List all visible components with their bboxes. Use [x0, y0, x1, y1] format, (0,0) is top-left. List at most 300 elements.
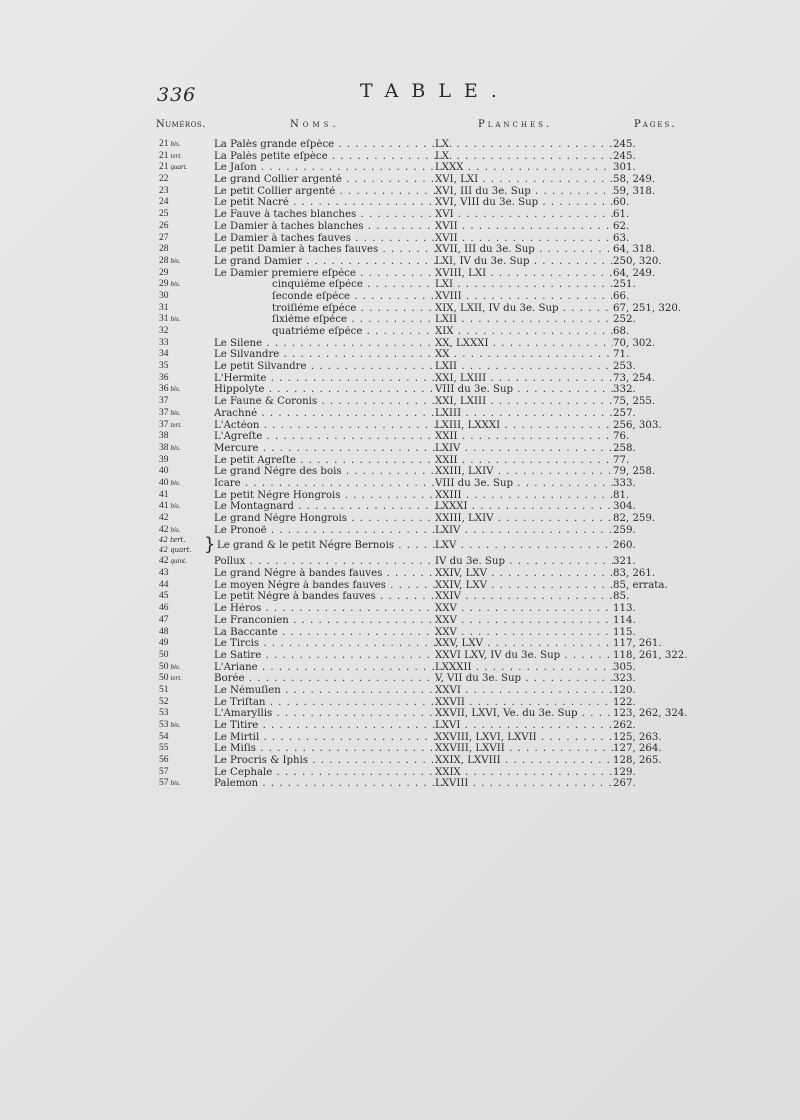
- entry-name: Le grand & le petit Négre Bernois . . .: [217, 536, 440, 556]
- entry-number: 41 bis.: [159, 501, 181, 512]
- entry-pages: 70, 302.: [613, 337, 656, 349]
- entry-pages: 85.: [613, 591, 630, 603]
- entry-number: 36 bis.: [159, 384, 181, 395]
- entry-pages: 253.: [613, 361, 636, 373]
- entry-pages: 256, 303.: [613, 419, 662, 431]
- entry-planches: XVII, III du 3e. Sup . . .: [435, 244, 613, 256]
- entry-pages: 114.: [613, 614, 636, 626]
- entry-name: Le Titire . . .: [214, 720, 437, 732]
- entry-pages: 304.: [613, 501, 636, 513]
- entry-planches: XVIII . . .: [435, 291, 613, 303]
- table-row: [0, 396, 800, 408]
- entry-pages: 62.: [613, 220, 630, 232]
- entry-number: 28: [159, 244, 169, 255]
- entry-pages: 75, 255.: [613, 396, 656, 408]
- table-row: [0, 443, 800, 455]
- entry-number: 35: [159, 361, 169, 372]
- entry-pages: 262.: [613, 720, 636, 731]
- table-row: [0, 151, 800, 163]
- entry-planches: XVI, III du 3e. Sup . . .: [435, 186, 613, 198]
- entry-number-suffix: bis.: [170, 256, 181, 265]
- entry-pages: 260.: [613, 540, 636, 552]
- entry-planches: XXIII, LXIV . . .: [435, 513, 613, 525]
- entry-pages: 258.: [613, 442, 636, 454]
- entry-pages: 59, 318.: [613, 185, 656, 197]
- entry-pages: 125, 263.: [613, 731, 662, 743]
- header-pages: Pages.: [634, 119, 677, 130]
- entry-number-group: [159, 536, 192, 555]
- entry-planches: LX. . . .: [435, 139, 613, 151]
- entry-number-suffix: bis.: [170, 140, 181, 148]
- table-row: [0, 662, 800, 674]
- entry-name: L'Amaryllis . . .: [214, 708, 437, 720]
- entry-planches: XVII . . .: [435, 221, 613, 233]
- entry-name: Le Fauve à taches blanches . . .: [214, 209, 437, 221]
- entry-planches: XXIX, LXVIII . . .: [435, 755, 613, 767]
- entry-planches: XXV, LXV . . .: [435, 638, 613, 650]
- entry-name: Le Procris & Iphis . . .: [214, 755, 437, 767]
- entry-planches: XIX . . .: [435, 326, 613, 338]
- entry-name: Le grand Négre des bois . . .: [214, 466, 437, 478]
- entry-planches: XX, LXXXI . . .: [435, 338, 613, 350]
- entry-pages: 77.: [613, 454, 630, 466]
- entry-number: 33: [159, 337, 169, 348]
- entry-name: Le Damier à taches blanches . . .: [214, 221, 437, 233]
- entry-pages: 73, 254.: [613, 372, 656, 384]
- table-row: [0, 384, 800, 396]
- entry-name: Le Héros . . .: [214, 603, 437, 615]
- table-row: [0, 420, 800, 432]
- entry-name: ſixiéme eſpéce . . .: [214, 314, 434, 326]
- entry-planches: XX . . .: [435, 349, 613, 361]
- entry-pages: 61.: [613, 209, 630, 221]
- entry-number: 47: [159, 614, 169, 625]
- table-row: [0, 767, 800, 779]
- entry-number: 49: [159, 638, 169, 649]
- entry-name: Le Cephale . . .: [214, 767, 437, 779]
- table-row: [0, 186, 800, 198]
- table-row: [0, 209, 800, 221]
- entry-planches: LX. . . .: [435, 151, 613, 163]
- entry-number: 42 bis.: [159, 524, 181, 535]
- entry-pages: 301.: [613, 162, 636, 174]
- page-title: TABLE.: [360, 80, 510, 102]
- entry-number: 44: [159, 579, 169, 590]
- table-row: [0, 466, 800, 478]
- entry-number-suffix: bis.: [170, 662, 181, 671]
- brace-symbol: }: [204, 534, 216, 556]
- entry-name: Le grand Collier argenté . . .: [214, 174, 437, 186]
- entry-pages: 128, 265.: [613, 755, 662, 767]
- entry-pages: 79, 258.: [613, 466, 656, 478]
- entry-number: 29: [159, 267, 169, 278]
- entry-name: Le petit Damier à taches fauves . . .: [214, 244, 437, 256]
- table-row: [0, 373, 800, 385]
- table-row: [0, 513, 800, 525]
- entry-name: L'Actéon . . .: [214, 420, 437, 432]
- entry-planches: XXI, LXIII . . .: [435, 396, 613, 408]
- entry-number-suffix: bis.: [170, 280, 181, 289]
- entry-planches: XXIII . . .: [435, 490, 613, 502]
- entry-number-suffix: tert.: [170, 674, 182, 683]
- entry-number: 50: [159, 649, 169, 660]
- entry-name: La Palès petite eſpèce . . .: [214, 151, 437, 163]
- entry-number-suffix: bis.: [170, 385, 181, 394]
- table-row: [0, 708, 800, 720]
- entry-planches: LXVIII . . .: [435, 778, 613, 790]
- entry-planches: XXVII, LXVI, Ve. du 3e. Sup . . .: [435, 708, 613, 720]
- table-row: [0, 732, 800, 744]
- table-row: [0, 233, 800, 245]
- entry-number: 42: [159, 513, 169, 523]
- entry-planches: XXIX . . .: [435, 767, 613, 779]
- entry-planches: LXII . . .: [435, 361, 613, 373]
- entry-pages: 245.: [613, 150, 636, 162]
- entry-pages: 115.: [613, 626, 636, 638]
- entry-planches: XXIV . . .: [435, 591, 613, 603]
- entry-pages: 82, 259.: [613, 513, 656, 524]
- entry-planches: XIX, LXII, IV du 3e. Sup . . .: [435, 303, 613, 315]
- entry-name: Le grand Damier . . .: [214, 256, 437, 268]
- entry-pages: 118, 261, 322.: [613, 649, 688, 661]
- entry-pages: 257.: [613, 407, 636, 419]
- entry-pages: 85, errata.: [613, 579, 668, 591]
- entry-planches: IV du 3e. Sup . . .: [435, 556, 613, 568]
- table-row: [0, 326, 800, 338]
- entry-pages: 63.: [613, 232, 630, 244]
- entry-number: 37: [159, 396, 169, 407]
- entry-planches: XXI, LXIII . . .: [435, 373, 613, 385]
- table-row: [0, 197, 800, 209]
- entry-pages: 251.: [613, 279, 636, 291]
- entry-pages: 83, 261.: [613, 568, 656, 580]
- entry-planches: LXI, IV du 3e. Sup . . .: [435, 256, 613, 268]
- entry-number-suffix: tert.: [170, 151, 182, 160]
- table-row: [0, 408, 800, 420]
- table-row: [0, 244, 800, 256]
- entry-name: Le Pronoë . . .: [214, 525, 437, 537]
- entry-number-suffix: quint.: [170, 557, 187, 566]
- entry-number: 24: [159, 197, 169, 208]
- table-row: [0, 697, 800, 709]
- entry-planches: LXIII . . .: [435, 408, 613, 420]
- entry-name: Le petit Négre Hongrois . . .: [214, 490, 437, 502]
- entry-planches: V, VII du 3e. Sup . . .: [435, 673, 613, 685]
- entry-planches: XXVIII, LXVI, LXVII . . .: [435, 732, 613, 744]
- entry-number: 31 bis.: [159, 314, 181, 325]
- entry-number: 42 quart.: [159, 545, 192, 554]
- table-row: [0, 720, 800, 732]
- entry-planches: LXV . . .: [435, 536, 613, 556]
- entry-number: 46: [159, 603, 169, 614]
- table-row: [0, 536, 800, 556]
- page-number: 336: [157, 84, 197, 106]
- table-row: [0, 314, 800, 326]
- entry-name: troiſiéme eſpéce . . .: [214, 303, 434, 315]
- entry-name: Le Triſtan . . .: [214, 697, 437, 709]
- table-row: [0, 591, 800, 603]
- entry-name: La Palès grande eſpèce . . .: [214, 139, 437, 151]
- table-row: [0, 568, 800, 580]
- table-row: [0, 221, 800, 233]
- table-row: [0, 279, 800, 291]
- table-row: [0, 291, 800, 303]
- entry-number: 40: [159, 466, 169, 477]
- entry-number: 57: [159, 766, 169, 777]
- entry-name: Le petit Agreſte . . .: [214, 455, 437, 467]
- entry-number: 22: [159, 174, 169, 185]
- header-numeros: Numéros.: [156, 119, 206, 130]
- entry-pages: 122.: [613, 696, 636, 708]
- entry-planches: LXIII, LXXXI . . .: [435, 420, 613, 432]
- entry-number: 42 quint.: [159, 556, 187, 567]
- entry-pages: 71.: [613, 349, 630, 361]
- entry-name: L'Ariane . . .: [214, 662, 437, 674]
- entry-number: 21 bis.: [159, 139, 181, 149]
- entry-number: 37 bis.: [159, 407, 181, 418]
- table-row: [0, 627, 800, 639]
- entry-number: 48: [159, 626, 169, 637]
- entry-number-suffix: bis.: [170, 525, 181, 534]
- entry-number: 27: [159, 232, 169, 243]
- entry-number: 30: [159, 290, 169, 301]
- entry-planches: VIII du 3e. Sup . . .: [435, 384, 613, 396]
- table-row: [0, 501, 800, 513]
- entry-planches: XXIV, LXV . . .: [435, 568, 613, 580]
- entry-name: Le Montagnard . . .: [214, 501, 437, 513]
- entry-name: Le petit Négre à bandes fauves . . .: [214, 591, 437, 603]
- entry-pages: 67, 251, 320.: [613, 302, 682, 314]
- table-row: [0, 685, 800, 697]
- entry-number: 26: [159, 220, 169, 231]
- entry-number: 39: [159, 454, 169, 465]
- entry-pages: 64, 318.: [613, 244, 656, 256]
- table-row: [0, 174, 800, 186]
- entry-name: ſeconde eſpéce . . .: [214, 291, 434, 303]
- entry-number-suffix: bis.: [170, 478, 181, 487]
- entry-number: 56: [159, 755, 169, 766]
- entry-planches: XVII . . .: [435, 233, 613, 245]
- entry-planches: LXIV . . .: [435, 443, 613, 455]
- entry-planches: XVI, LXI . . .: [435, 174, 613, 186]
- table-row: [0, 478, 800, 490]
- table-row: [0, 650, 800, 662]
- entry-number: 54: [159, 731, 169, 742]
- entry-name: L'Agreſte . . .: [214, 431, 437, 443]
- entry-name: Le Faune & Coronis . . .: [214, 396, 437, 408]
- entry-pages: 120.: [613, 684, 636, 696]
- entry-number: 45: [159, 591, 169, 602]
- entry-pages: 64, 249.: [613, 267, 656, 279]
- entry-number: 34: [159, 349, 169, 360]
- entry-name: La Baccante . . .: [214, 627, 437, 639]
- entry-name: Le Silene . . .: [214, 338, 437, 350]
- entry-number: 32: [159, 326, 169, 336]
- entry-planches: XXV . . .: [435, 627, 613, 639]
- entry-number: 23: [159, 185, 169, 196]
- entry-pages: 117, 261.: [613, 638, 662, 650]
- entry-planches: LXXXII . . .: [435, 662, 613, 674]
- entry-number-suffix: bis.: [170, 721, 181, 729]
- entry-pages: 259.: [613, 524, 636, 536]
- table-row: [0, 455, 800, 467]
- entry-name: Le Damier à taches fauves . . .: [214, 233, 437, 245]
- entry-name: Le moyen Négre à bandes fauves . . .: [214, 580, 437, 592]
- entry-number-suffix: bis.: [170, 779, 181, 788]
- table-row: [0, 338, 800, 350]
- header-noms: Noms.: [290, 119, 340, 130]
- entry-planches: XXV . . .: [435, 603, 613, 615]
- entry-planches: XXVI LXV, IV du 3e. Sup . . .: [435, 650, 613, 662]
- entry-pages: 332.: [613, 384, 636, 396]
- table-row: [0, 603, 800, 615]
- entry-pages: 127, 264.: [613, 743, 662, 755]
- entry-number-suffix: bis.: [170, 443, 181, 452]
- entry-number: 43: [159, 568, 169, 579]
- table-row: [0, 556, 800, 568]
- entry-number: 40 bis.: [159, 477, 181, 488]
- entry-number: 21 quart.: [159, 162, 188, 173]
- entry-name: Le grand Négre Hongrois . . .: [214, 513, 437, 525]
- entry-number-suffix: bis.: [170, 315, 181, 324]
- entry-number: 50 tert.: [159, 673, 182, 684]
- entry-planches: XXVI . . .: [435, 685, 613, 697]
- entry-number: 53 bis.: [159, 720, 181, 730]
- entry-pages: 252.: [613, 314, 636, 326]
- entry-name: Icare . . .: [214, 478, 437, 490]
- entry-planches: LXVI . . .: [435, 720, 613, 732]
- entry-number: 31: [159, 302, 169, 313]
- entry-pages: 76.: [613, 431, 630, 443]
- entry-number: 21 tert.: [159, 150, 182, 161]
- entry-number: 29 bis.: [159, 279, 181, 290]
- entry-number-suffix: bis.: [170, 502, 181, 511]
- table-row: [0, 673, 800, 685]
- table-row: [0, 268, 800, 280]
- entry-planches: XVIII, LXI . . .: [435, 268, 613, 280]
- table-row: [0, 162, 800, 174]
- table-row: [0, 361, 800, 373]
- index-table: [0, 139, 800, 790]
- entry-number: 37 tert.: [159, 419, 182, 430]
- entry-name: Le Silvandre . . .: [214, 349, 437, 361]
- table-row: [0, 431, 800, 443]
- entry-pages: 123, 262, 324.: [613, 708, 688, 720]
- entry-name: Le Mirtil . . .: [214, 732, 437, 744]
- entry-pages: 58, 249.: [613, 174, 656, 186]
- entry-number: 51: [159, 684, 169, 695]
- table-row: [0, 778, 800, 790]
- entry-name: Palemon . . .: [214, 778, 437, 790]
- entry-name: quatriéme eſpéce . . .: [214, 326, 434, 338]
- entry-pages: 68.: [613, 326, 630, 337]
- table-row: [0, 580, 800, 592]
- entry-number: 38: [159, 431, 169, 442]
- entry-pages: 305.: [613, 661, 636, 673]
- entry-pages: 267.: [613, 778, 636, 790]
- entry-planches: LXIV . . .: [435, 525, 613, 537]
- entry-name: Mercure . . .: [214, 443, 437, 455]
- entry-number: 50 bis.: [159, 661, 181, 672]
- entry-number-suffix: bis.: [170, 408, 181, 417]
- entry-planches: VIII du 3e. Sup . . .: [435, 478, 613, 490]
- entry-pages: 81.: [613, 489, 630, 501]
- entry-number: 36: [159, 372, 169, 383]
- entry-name: Le petit Silvandre . . .: [214, 361, 437, 373]
- entry-name: Borée . . .: [214, 673, 437, 685]
- entry-number-suffix: quart.: [170, 163, 188, 172]
- entry-planches: LXXX . . .: [435, 162, 613, 174]
- entry-name: Hippolyte . . .: [214, 384, 437, 396]
- entry-number: 52: [159, 696, 169, 707]
- entry-planches: XXIII, LXIV . . .: [435, 466, 613, 478]
- entry-planches: LXI . . .: [435, 279, 613, 291]
- table-row: [0, 139, 800, 151]
- entry-number: 38 bis.: [159, 442, 181, 453]
- entry-planches: LXII . . .: [435, 314, 613, 326]
- entry-planches: XXVIII, LXVII . . .: [435, 743, 613, 755]
- entry-name: Le Damier premiere eſpéce . . .: [214, 268, 437, 280]
- table-row: [0, 755, 800, 767]
- entry-name: L'Hermite . . .: [214, 373, 437, 385]
- entry-planches: XVI, VIII du 3e. Sup . . .: [435, 197, 613, 209]
- table-row: [0, 638, 800, 650]
- entry-number: 42 tert.: [159, 536, 186, 545]
- entry-number: 53: [159, 708, 169, 719]
- entry-pages: 323.: [613, 673, 636, 685]
- entry-name: cinquiéme eſpéce . . .: [214, 279, 434, 291]
- entry-pages: 113.: [613, 603, 636, 615]
- table-row: [0, 525, 800, 537]
- entry-pages: 245.: [613, 139, 636, 150]
- header-planches: Planches.: [478, 119, 553, 130]
- table-row: [0, 256, 800, 268]
- entry-planches: XXVII . . .: [435, 697, 613, 709]
- entry-planches: XXIV, LXV . . .: [435, 580, 613, 592]
- entry-name: Le Satire . . .: [214, 650, 437, 662]
- entry-name: Le Némuſien . . .: [214, 685, 437, 697]
- entry-planches: LXXXI . . .: [435, 501, 613, 513]
- entry-name: Le Tircis . . .: [214, 638, 437, 650]
- entry-name: Arachné . . .: [214, 408, 437, 420]
- entry-pages: 250, 320.: [613, 255, 662, 267]
- entry-name: Le Miſis . . .: [214, 743, 437, 755]
- table-row: [0, 743, 800, 755]
- entry-number: 55: [159, 743, 169, 754]
- entry-pages: 321.: [613, 556, 636, 568]
- entry-name: Le Jaſon . . .: [214, 162, 437, 174]
- entry-number: 57 bis.: [159, 778, 181, 789]
- entry-pages: 60.: [613, 197, 630, 209]
- entry-planches: XXII . . .: [435, 431, 613, 443]
- entry-number: 25: [159, 209, 169, 220]
- entry-planches: XVI . . .: [435, 209, 613, 221]
- entry-number: 41: [159, 489, 169, 500]
- table-row: [0, 303, 800, 315]
- entry-name: Le petit Nacré . . .: [214, 197, 437, 209]
- table-row: [0, 490, 800, 502]
- entry-number-suffix: tert.: [170, 420, 182, 429]
- table-row: [0, 349, 800, 361]
- entry-pages: 333.: [613, 477, 636, 489]
- entry-number: 28 bis.: [159, 255, 181, 266]
- entry-pages: 129.: [613, 766, 636, 778]
- entry-name: Le grand Négre à bandes fauves . . .: [214, 568, 437, 580]
- entry-name: Le Franconien . . .: [214, 615, 437, 627]
- entry-planches: XXII . . .: [435, 455, 613, 467]
- table-row: [0, 615, 800, 627]
- entry-planches: XXV . . .: [435, 615, 613, 627]
